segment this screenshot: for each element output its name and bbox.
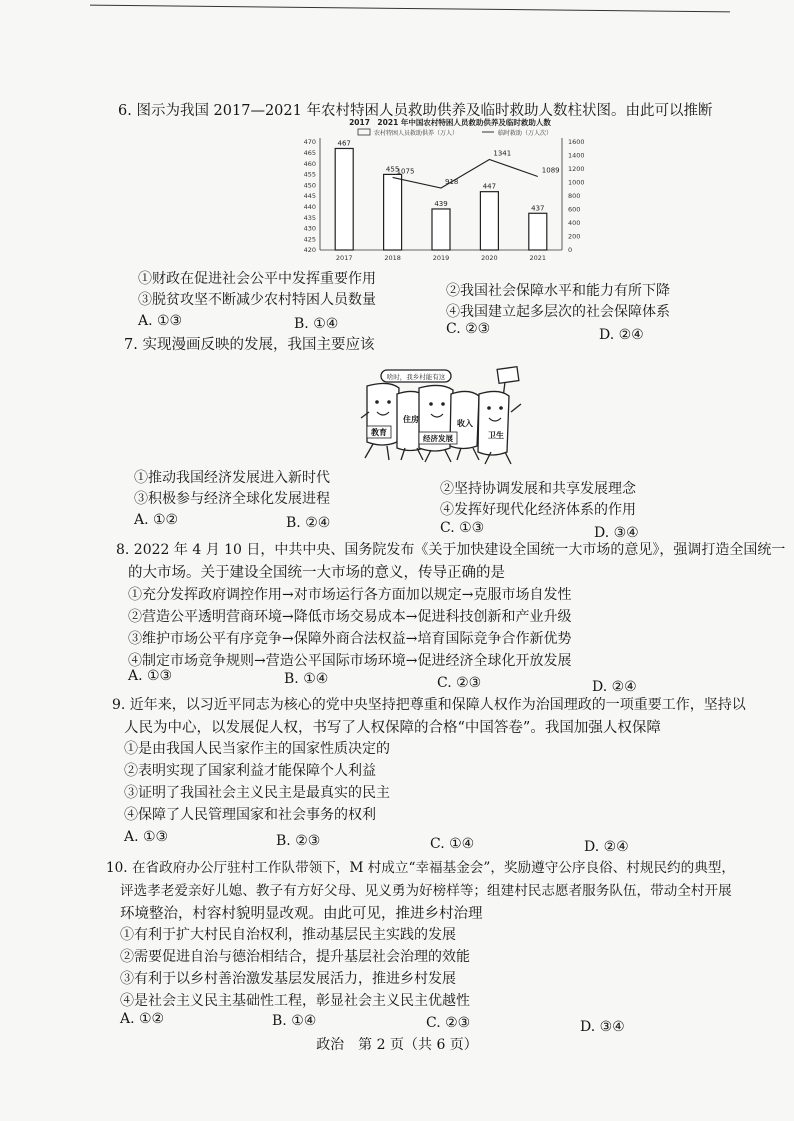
q9-choice-b[interactable]: B. ②③	[276, 833, 321, 849]
q9-statement-1: ①是由我国人民当家作主的国家性质决定的	[124, 741, 390, 757]
right-tick-label: 1200	[568, 165, 585, 174]
q10-statement-4: ④是社会主义民主基础性工程，彰显社会主义民主优越性	[120, 993, 470, 1009]
bar	[384, 174, 402, 250]
q8-statement-4: ④制定市场竞争规则→营造公平国际市场环境→促进经济全球化开放发展	[128, 653, 572, 669]
q10-stem-line-2: 评选孝老爱亲好儿媳、教子有方好父母、见义勇为好榜样等；组建村民志愿者服务队伍，带动全村开展	[120, 883, 732, 899]
q6-statement-1: ①财政在促进社会公平中发挥重要作用	[138, 271, 376, 287]
q8-choice-d[interactable]: D. ②④	[592, 679, 637, 695]
left-tick-label: 450	[303, 181, 316, 190]
q10-choice-a[interactable]: A. ①②	[120, 1011, 165, 1027]
right-tick-label: 800	[568, 192, 581, 201]
left-tick-label: 425	[303, 235, 316, 244]
cartoon-label-housing: 住房	[403, 415, 419, 424]
bar	[335, 148, 353, 250]
q9-statement-3: ③证明了我国社会主义民主是最真实的民主	[124, 785, 390, 801]
chart-x-ticks	[336, 254, 546, 262]
bar	[529, 213, 547, 250]
q10-statement-3: ③有利于以乡村善治激发基层发展活力，推进乡村发展	[120, 971, 456, 987]
cartoon-label-economy: 经济发展	[423, 434, 453, 443]
q7-statement-2: ②坚持协调发展和共享发展理念	[440, 481, 636, 497]
right-tick-label: 400	[568, 219, 581, 228]
q10-choice-c[interactable]: C. ②③	[426, 1015, 471, 1031]
q7-choice-c[interactable]: C. ①③	[440, 520, 485, 536]
chart-bars	[335, 139, 547, 250]
bar	[432, 209, 450, 250]
chart-line	[393, 149, 560, 188]
right-tick-label: 600	[568, 205, 581, 214]
right-tick-label: 200	[568, 232, 581, 241]
chart-right-axis-ticks	[568, 138, 585, 254]
q9-statement-4: ④保障了人民管理国家和社会事务的权利	[124, 807, 376, 823]
q7-statement-4: ④发挥好现代化经济体系的作用	[440, 502, 636, 518]
cartoon-label-health: 卫生	[488, 431, 504, 440]
q7-choice-b[interactable]: B. ②④	[286, 515, 331, 531]
x-tick-label: 2021	[529, 254, 547, 262]
q6-statement-4: ④我国建立起多层次的社会保障体系	[446, 304, 670, 320]
line-value-label: 918	[445, 178, 459, 187]
q6-stem: 6. 图示为我国 2017—2021 年农村特困人员救助供养及临时救助人数柱状图。由此可以推断	[118, 103, 713, 119]
q7-stem: 7. 实现漫画反映的发展，我国主要应该	[124, 337, 375, 353]
q10-stem-line-1: 10. 在省政府办公厅驻村工作队带领下，M 村成立“幸福基金会”，奖励遵守公序良俗、村规民约的典型，	[106, 860, 736, 876]
legend-bar-label: 农村特困人员救助供养（万人）	[374, 130, 459, 137]
q8-stem-line-1: 8. 2022 年 4 月 10 日，中共中央、国务院发布《关于加快建设全国统一大市场的意见》，强调打造全国统一	[116, 542, 786, 558]
q6-choice-a[interactable]: A. ①③	[138, 313, 183, 329]
left-tick-label: 470	[303, 138, 316, 147]
left-tick-label: 435	[303, 213, 316, 222]
right-tick-label: 0	[568, 246, 573, 255]
q9-stem-line-2: 人民为中心，以发展促人权，书写了人权保障的合格“中国答卷”。我国加强人权保障	[124, 720, 661, 736]
q9-statement-2: ②表明实现了国家利益才能保障个人利益	[124, 763, 376, 779]
x-tick-label: 2017	[335, 254, 353, 262]
chart-left-axis-ticks	[304, 138, 316, 254]
line-value-label: 1341	[493, 149, 512, 158]
q7-choice-d[interactable]: D. ③④	[594, 525, 639, 541]
q6-choice-c[interactable]: C. ②③	[446, 321, 491, 337]
left-tick-label: 440	[303, 203, 316, 211]
bar-value-label: 437	[531, 204, 545, 213]
top-rule	[90, 5, 730, 13]
q9-choice-c[interactable]: C. ①④	[430, 836, 475, 852]
cartoon-label-education: 教育	[371, 428, 387, 437]
line-value-label: 1075	[396, 167, 415, 176]
q8-statement-2: ②营造公平透明营商环境→降低市场交易成本→促进科技创新和产业升级	[128, 609, 572, 625]
q7-choice-a[interactable]: A. ①②	[134, 512, 179, 528]
bar-value-label: 467	[337, 139, 351, 148]
x-tick-label: 2019	[432, 254, 450, 262]
legend-line-label: 临时救助（万人次）	[498, 130, 553, 137]
right-tick-label: 1400	[568, 151, 585, 160]
x-tick-label: 2020	[481, 254, 498, 262]
q10-choice-d[interactable]: D. ③④	[580, 1019, 625, 1035]
q8-choice-b[interactable]: B. ①④	[284, 671, 329, 687]
q10-stem-line-3: 环境整治，村容村貌明显改观。由此可见，推进乡村治理	[120, 906, 483, 922]
q6-bar-chart	[282, 110, 612, 270]
q9-choice-a[interactable]: A. ①③	[124, 829, 169, 845]
q10-statement-2: ②需要促进自治与德治相结合，提升基层社会治理的效能	[120, 949, 470, 965]
cartoon-sign: 啥时，我乡村能有这	[386, 373, 446, 381]
q10-statement-1: ①有利于扩大村民自治权利，推动基层民主实践的发展	[120, 927, 456, 943]
left-tick-label: 465	[303, 149, 316, 157]
x-tick-label: 2018	[384, 254, 401, 262]
left-tick-label: 455	[303, 170, 316, 179]
left-tick-label: 460	[303, 159, 316, 168]
q8-statement-3: ③维护市场公平有序竞争→保障外商合法权益→培育国际竞争合作新优势	[128, 631, 572, 647]
bar-value-label: 455	[385, 165, 400, 174]
page-footer: 政治 第 2 页（共 6 页）	[316, 1037, 478, 1053]
q6-choice-d[interactable]: D. ②④	[599, 327, 644, 343]
legend-bar-swatch	[358, 129, 370, 135]
q8-choice-c[interactable]: C. ②③	[437, 675, 482, 691]
q7-statement-3: ③积极参与经济全球化发展进程	[134, 491, 330, 507]
cartoon-label-income: 收入	[457, 419, 473, 428]
q10-choice-b[interactable]: B. ①④	[272, 1013, 317, 1029]
bar-value-label: 439	[434, 199, 448, 208]
line-value-label: 1089	[541, 166, 560, 175]
chart-title: 2017 2021 年中国农村特困人员救助供养及临时救助人数	[349, 118, 551, 127]
q8-choice-a[interactable]: A. ①③	[128, 668, 173, 684]
q6-statement-2: ②我国社会保障水平和能力有所下降	[446, 283, 670, 299]
right-tick-label: 1000	[568, 178, 585, 187]
bar	[480, 192, 498, 250]
q9-choice-d[interactable]: D. ②④	[584, 839, 629, 855]
q6-choice-b[interactable]: B. ①④	[294, 316, 339, 332]
left-tick-label: 430	[303, 224, 316, 233]
q7-cartoon	[353, 362, 533, 467]
q8-stem-line-2: 的大市场。关于建设全国统一大市场的意义，传导正确的是	[128, 565, 505, 581]
bar-value-label: 447	[482, 182, 497, 191]
left-tick-label: 445	[303, 192, 316, 201]
right-tick-label: 1600	[568, 138, 585, 147]
q6-statement-3: ③脱贫攻坚不断减少农村特困人员数量	[138, 292, 376, 308]
left-tick-label: 420	[303, 246, 316, 255]
q7-statement-1: ①推动我国经济发展进入新时代	[134, 470, 330, 486]
q9-stem-line-1: 9. 近年来，以习近平同志为核心的党中央坚持把尊重和保障人权作为治国理政的一项重要工作，坚持以	[112, 697, 746, 713]
q8-statement-1: ①充分发挥政府调控作用→对市场运行各方面加以规定→克服市场自发性	[128, 587, 572, 603]
